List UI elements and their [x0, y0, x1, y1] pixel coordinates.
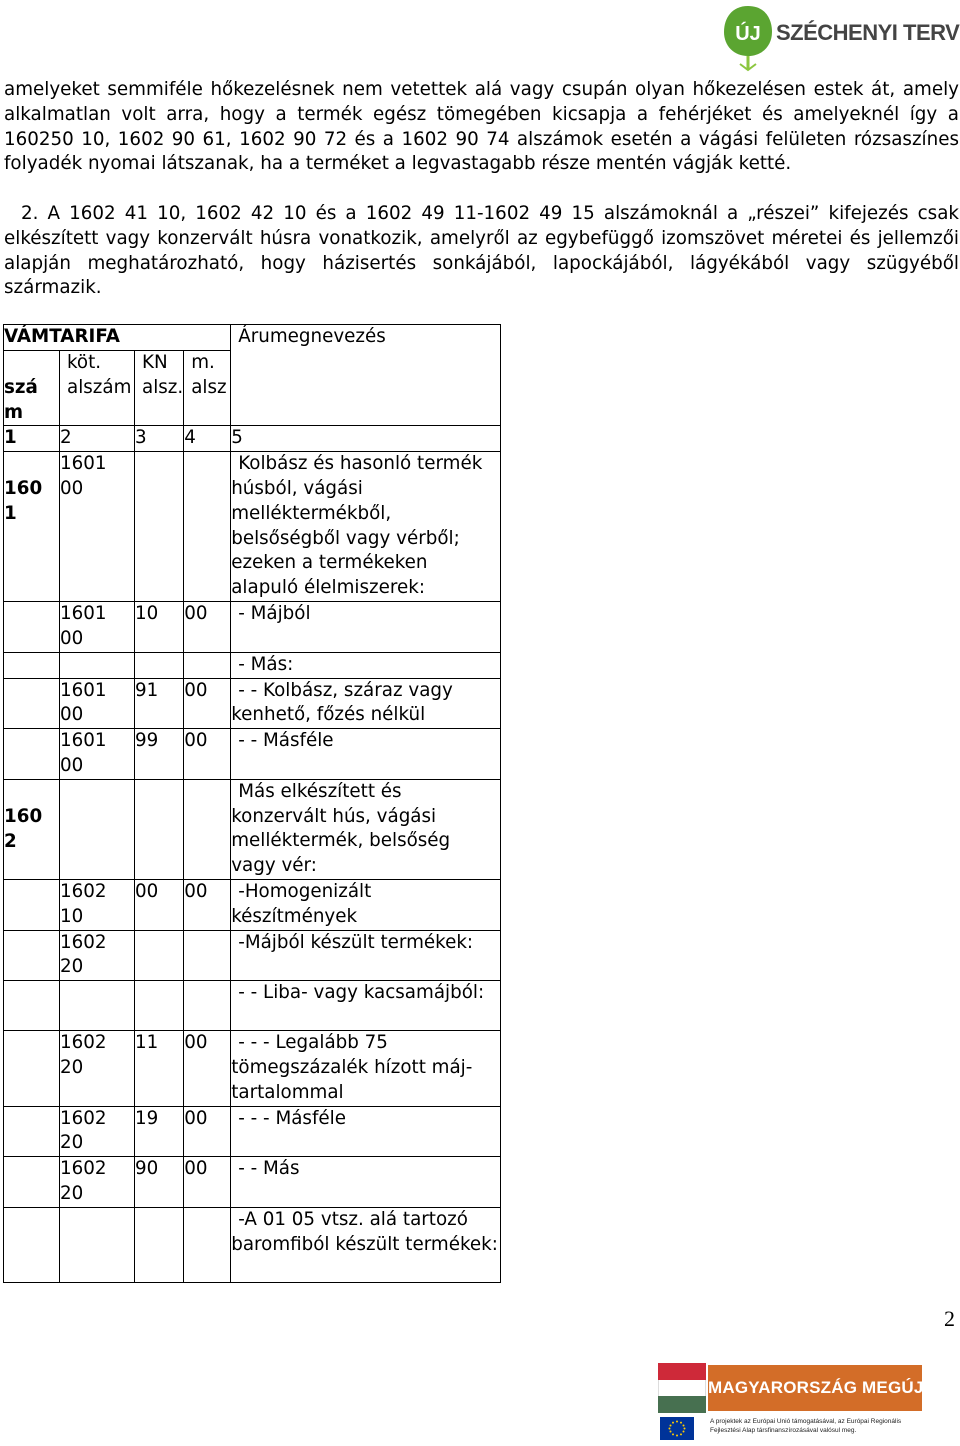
cell-description: [231, 678, 501, 729]
cell-description-text: -Homogenizált készítmények: [231, 880, 372, 927]
cell-kn-alsz: 99: [135, 729, 184, 780]
table-row: [4, 779, 501, 879]
cell-szam: [4, 930, 60, 981]
cell-description: [231, 1031, 501, 1106]
cell-m-alsz: [184, 652, 231, 678]
cell-description: [231, 652, 501, 678]
cell-m-alsz: 00: [184, 729, 231, 780]
cell-description-text: - - Kolbász, száraz vagy kenhető, főzés nélkül: [231, 679, 453, 726]
cell-m-alsz: [184, 1207, 231, 1282]
cell-kn-alsz: 90: [135, 1157, 184, 1208]
cell-szam: [4, 879, 60, 930]
cell-szam: [4, 1207, 60, 1282]
cell-description-text: -Májból készült termékek:: [238, 931, 474, 953]
logo-mark-text: ÚJ: [735, 23, 761, 45]
cell-description: [231, 779, 501, 879]
table-row: [4, 879, 501, 930]
cell-szam: [4, 729, 60, 780]
table-title: VÁMTARIFA: [4, 325, 231, 351]
cell-kot-alszam: 1602 20: [60, 1157, 135, 1208]
cell-m-alsz: 00: [184, 678, 231, 729]
cell-kot-alszam: 1602 10: [60, 879, 135, 930]
col-number-5: 5: [231, 426, 501, 452]
cell-kot-alszam: [60, 1207, 135, 1282]
cell-kn-alsz: 11: [135, 1031, 184, 1106]
cell-szam: [4, 981, 60, 1031]
header-kn-alsz-label: KN alsz.: [142, 351, 184, 398]
flag-green-stripe: [658, 1396, 706, 1413]
table-row: [4, 1031, 501, 1106]
eu-flag-icon: [660, 1417, 694, 1440]
cell-kot-alszam: [60, 779, 135, 879]
header-szam-label: szá m: [4, 376, 38, 423]
cell-description-text: - - - Legalább 75 tömegszázalék hízott máj-tartalommal: [231, 1032, 473, 1103]
cell-kn-alsz: 19: [135, 1106, 184, 1157]
header-kot-alszam-label: köt. alszám: [67, 351, 132, 398]
col-number-2: 2: [60, 426, 135, 452]
cell-description-text: Más elkészített és konzervált hús, vágási melléktermék, belsőség vagy vér:: [231, 780, 451, 877]
cell-description-text: - - Másféle: [238, 730, 334, 752]
cell-description: [231, 1106, 501, 1157]
cell-description: [231, 729, 501, 780]
cell-m-alsz: [184, 779, 231, 879]
cell-szam-text: 160 1: [4, 478, 43, 524]
cell-description: [231, 452, 501, 602]
header-description: [231, 325, 501, 426]
cell-m-alsz: 00: [184, 602, 231, 653]
table-row: [4, 930, 501, 981]
cell-m-alsz: 00: [184, 879, 231, 930]
cell-kot-alszam: 1601 00: [60, 729, 135, 780]
cell-kn-alsz: [135, 1207, 184, 1282]
cell-kot-alszam: 1602 20: [60, 930, 135, 981]
cell-szam: [4, 452, 60, 602]
cell-description-text: - Más:: [238, 653, 294, 675]
cell-szam: [4, 1031, 60, 1106]
cell-m-alsz: [184, 452, 231, 602]
cell-kot-alszam: 1602 20: [60, 1106, 135, 1157]
table-row: [4, 1207, 501, 1282]
tariff-table: [3, 324, 501, 1283]
flag-white-stripe: [658, 1380, 706, 1397]
hungarian-flag-icon: [658, 1363, 706, 1413]
header-description-label: Árumegnevezés: [238, 326, 386, 347]
cell-szam: [4, 678, 60, 729]
table-row: [4, 602, 501, 653]
header-szam: [4, 350, 60, 426]
cell-szam-text: 160 2: [4, 805, 43, 852]
cell-description-text: -A 01 05 vtsz. alá tartozó baromfiból készült termékek:: [231, 1208, 498, 1255]
eu-support-text: A projektek az Európai Unió támogatásával, az Európai Regionális Fejlesztési Alap társfinanszírozásával valósul meg.: [710, 1418, 902, 1434]
table-row: [4, 729, 501, 780]
cell-kot-alszam: 1601 00: [60, 602, 135, 653]
cell-description-text: - - - Másféle: [238, 1107, 346, 1129]
cell-description: [231, 981, 501, 1031]
cell-kn-alsz: [135, 652, 184, 678]
cell-kn-alsz: [135, 981, 184, 1031]
cell-m-alsz: 00: [184, 1157, 231, 1208]
cell-description: [231, 1207, 501, 1282]
col-number-4: 4: [184, 426, 231, 452]
header-m-alsz: [184, 350, 231, 426]
cell-kn-alsz: 00: [135, 879, 184, 930]
cell-description: [231, 879, 501, 930]
cell-m-alsz: 00: [184, 1031, 231, 1106]
cell-kot-alszam: [60, 981, 135, 1031]
cell-m-alsz: 00: [184, 1106, 231, 1157]
table-row: [4, 1157, 501, 1208]
cell-kn-alsz: 91: [135, 678, 184, 729]
cell-kot-alszam: [60, 652, 135, 678]
cell-m-alsz: [184, 930, 231, 981]
cell-szam: [4, 1106, 60, 1157]
table-row: [4, 652, 501, 678]
header-m-alsz-label: m. alsz: [191, 351, 227, 398]
logo-text: SZÉCHENYI TERV: [776, 20, 960, 45]
table-row: [4, 452, 501, 602]
cell-kn-alsz: [135, 779, 184, 879]
cell-kn-alsz: 10: [135, 602, 184, 653]
cell-m-alsz: [184, 981, 231, 1031]
flag-red-stripe: [658, 1363, 706, 1380]
paragraph-2-text: 2. A 1602 41 10, 1602 42 10 és a 1602 49 11-1602 49 15 alszámoknál a „részei” kifejezés csak elkészített vagy konzervált húsra vonatkozik, amelyről az egybefüggő izomszövet méretei és jellemzői alapján meghatározható, hogy házisertés sonkájából, lapockájából, lágyékából vagy szügyéből származik.: [4, 203, 959, 299]
cell-kot-alszam: 1601 00: [60, 452, 135, 602]
magyarorszag-megujul-banner: MAGYARORSZÁG MEGÚJUL: [708, 1365, 922, 1411]
page-number: 2: [944, 1306, 955, 1331]
cell-description-text: - Májból: [238, 603, 311, 625]
cell-szam: [4, 652, 60, 678]
cell-szam: [4, 779, 60, 879]
leaf-logo-icon: [722, 4, 774, 72]
cell-description-text: - - Más: [238, 1158, 300, 1180]
col-number-3: 3: [135, 426, 184, 452]
cell-szam: [4, 602, 60, 653]
table-row: [4, 1106, 501, 1157]
magyarorszag-megujul-logo: [656, 1361, 947, 1441]
header-kn-alsz: [135, 350, 184, 426]
col-number-1: 1: [4, 426, 60, 452]
paragraph-1: amelyeket semmiféle hőkezelésnek nem vetettek alá vagy csupán olyan hőkezelésen estek át, amely alkalmatlan volt arra, hogy a termék egész tömegében kicsapja a fehérjéket és amelyeknél így a 160250 10, 1602 90 61, 1602 90 72 és a 1602 90 74 alszámok esetén a vágási felületen rózsaszínes folyadék nyomai látszanak, ha a terméket a legvastagabb része mentén vágják ketté.: [4, 79, 959, 175]
cell-description-text: - - Liba- vagy kacsamájból:: [238, 982, 485, 1004]
cell-description: [231, 602, 501, 653]
cell-kn-alsz: [135, 452, 184, 602]
paragraph-2: [4, 202, 959, 301]
szechenyi-terv-logo: [722, 4, 960, 74]
cell-kot-alszam: 1602 20: [60, 1031, 135, 1106]
cell-kn-alsz: [135, 930, 184, 981]
header-kot-alszam: [60, 350, 135, 426]
cell-szam: [4, 1157, 60, 1208]
cell-description: [231, 1157, 501, 1208]
cell-kot-alszam: 1601 00: [60, 678, 135, 729]
table-row: [4, 981, 501, 1031]
cell-description-text: Kolbász és hasonló termék húsból, vágási melléktermékből, belsőségből vagy vérből; ezeken a termékeken alapuló élelmiszerek:: [231, 453, 483, 599]
cell-description: [231, 930, 501, 981]
table-row: [4, 678, 501, 729]
